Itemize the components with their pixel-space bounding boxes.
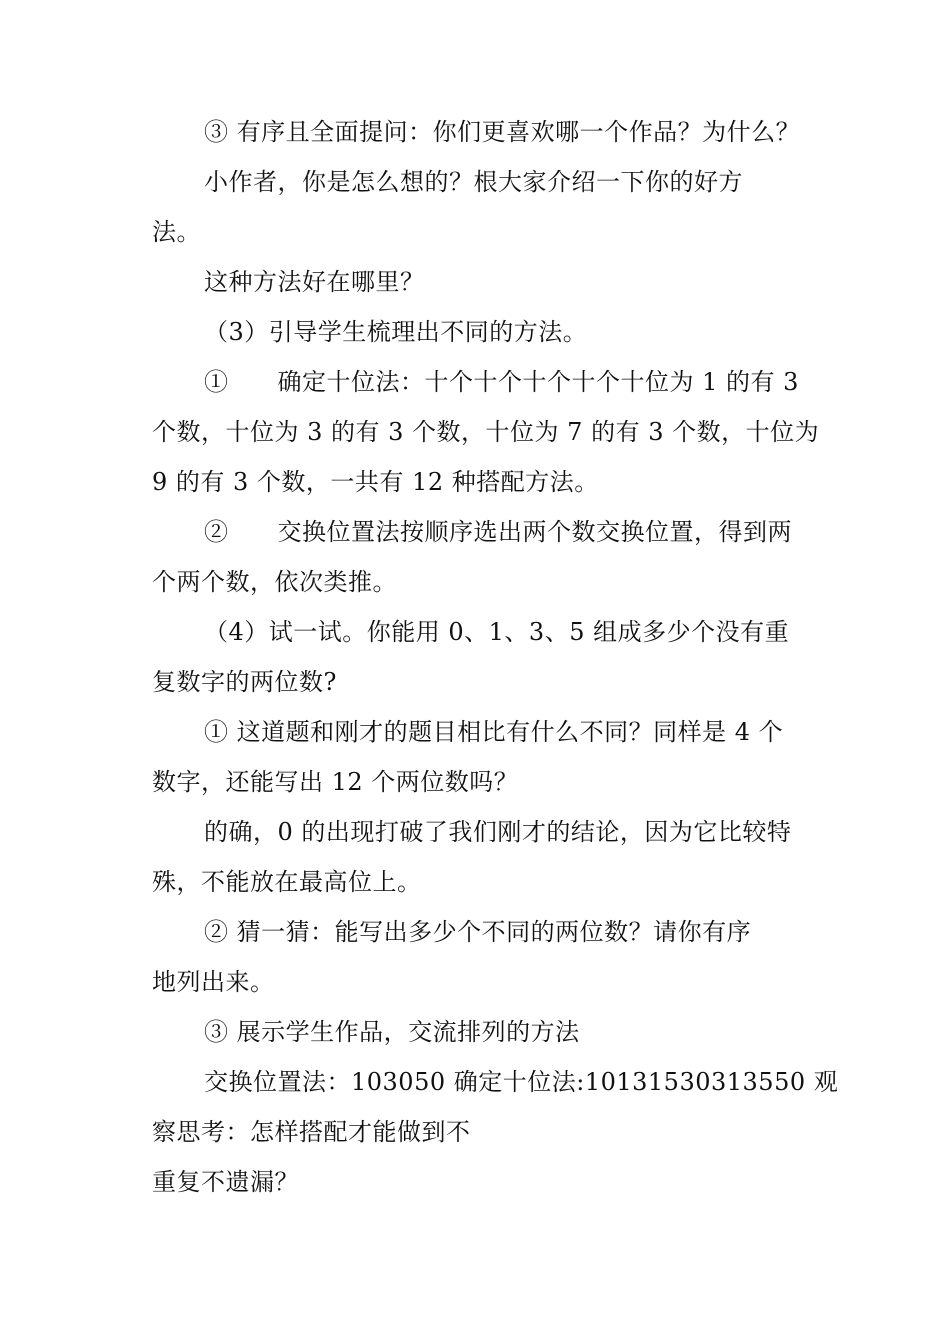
text-line-3: 法。 <box>152 218 201 246</box>
text-line-17: ② 猜一猜：能写出多少个不同的两位数？请你有序 <box>204 918 752 946</box>
text-line-16: 殊，不能放在最高位上。 <box>152 868 422 896</box>
text-line-7: 个数，十位为 3 的有 3 个数，十位为 7 的有 3 个数，十位为 <box>152 418 820 446</box>
text-line-5: （3）引导学生梳理出不同的方法。 <box>204 318 588 346</box>
text-line-9: ② 交换位置法按顺序选出两个数交换位置，得到两 <box>204 518 792 546</box>
text-line-15: 的确，0 的出现打破了我们刚才的结论，因为它比较特 <box>204 818 792 846</box>
text-line-21: 察思考：怎样搭配才能做到不 <box>152 1118 471 1146</box>
text-line-10: 个两个数，依次类推。 <box>152 568 397 596</box>
text-line-11: （4）试一试。你能用 0、1、3、5 组成多少个没有重 <box>204 618 790 646</box>
text-line-2: 小作者，你是怎么想的？根大家介绍一下你的好方 <box>204 168 743 196</box>
text-line-1: ③ 有序且全面提问：你们更喜欢哪一个作品？为什么？ <box>204 118 801 146</box>
text-line-14: 数字，还能写出 12 个两位数吗？ <box>152 768 519 796</box>
text-line-4: 这种方法好在哪里？ <box>204 268 425 296</box>
text-line-12: 复数字的两位数? <box>152 668 337 696</box>
text-line-8: 9 的有 3 个数，一共有 12 种搭配方法。 <box>152 468 599 496</box>
text-line-6: ① 确定十位法：十个十个十个十个十位为 1 的有 3 <box>204 368 799 396</box>
text-line-18: 地列出来。 <box>152 968 275 996</box>
text-line-13: ① 这道题和刚才的题目相比有什么不同？同样是 4 个 <box>204 718 784 746</box>
text-line-22: 重复不遗漏？ <box>152 1168 299 1196</box>
text-line-20: 交换位置法：103050 确定十位法:10131530313550 观 <box>204 1068 839 1096</box>
text-line-19: ③ 展示学生作品，交流排列的方法 <box>204 1018 580 1046</box>
